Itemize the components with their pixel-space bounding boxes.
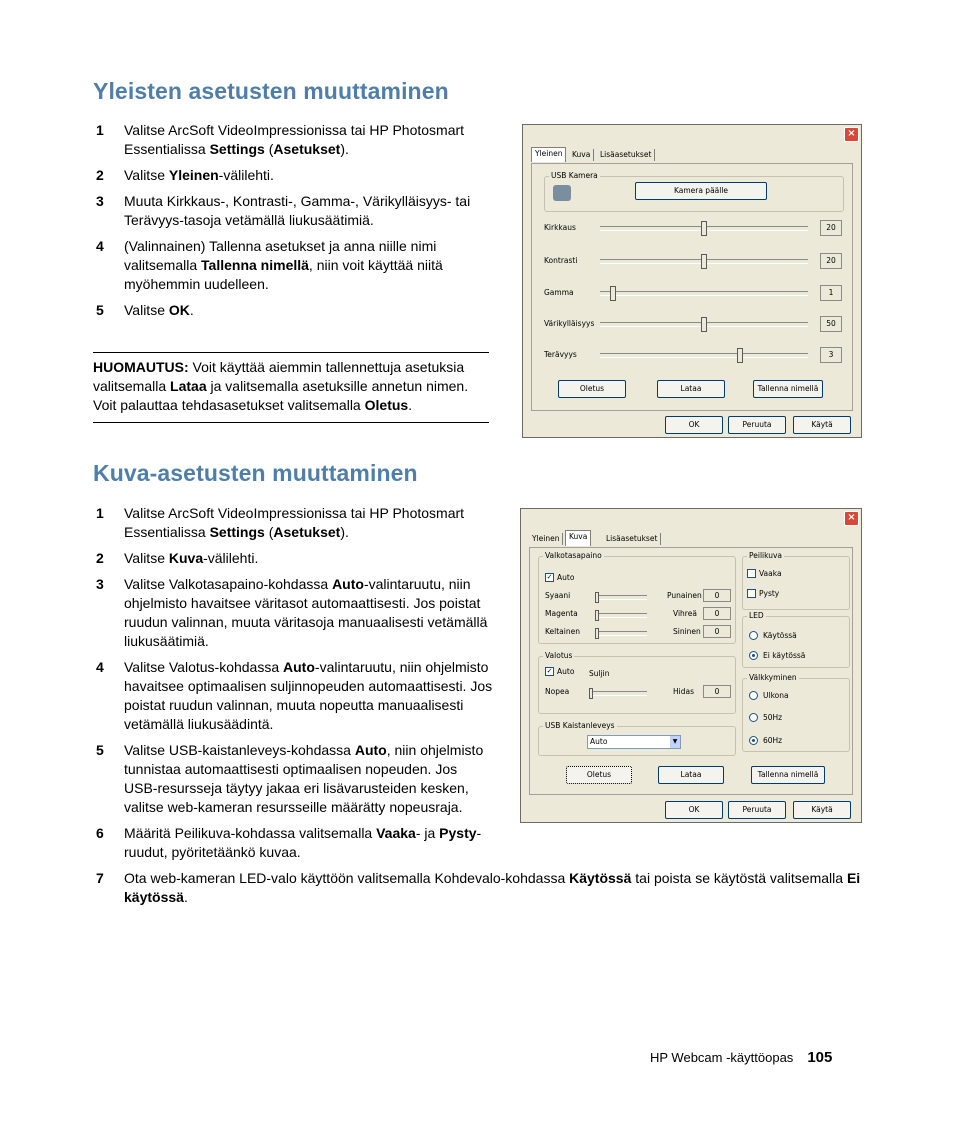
text-run: (Valinnainen) Tallenna asetukset ja anna niille nimi valitsemalla (124, 238, 437, 273)
bold-term: Asetukset (273, 524, 341, 540)
slider-thumb[interactable] (701, 254, 707, 269)
step-5: 5 Valitse OK. (96, 302, 194, 318)
slider-thumb[interactable] (610, 286, 616, 301)
apply-button[interactable]: Käytä (793, 801, 851, 819)
cancel-button[interactable]: Peruuta (728, 801, 786, 819)
slider-thumb[interactable] (595, 610, 599, 621)
step-6: 6 Määritä Peilikuva-kohdassa valitsemalla Vaaka- ja Pysty-ruudut, pyöritetäänkö kuvaa. (96, 825, 482, 860)
cyan-red-slider[interactable] (595, 595, 647, 600)
magenta-green-slider[interactable] (595, 613, 647, 618)
usb-bandwidth-group: USB Kaistanleveys Auto ▼ (538, 726, 736, 756)
led-off-radio[interactable] (749, 651, 758, 660)
bold-term: Ei käytössä (124, 870, 861, 905)
saturation-slider[interactable] (600, 322, 808, 327)
outdoor-radio[interactable] (749, 691, 758, 700)
load-button[interactable]: Lataa (658, 766, 724, 784)
step-2: 2 Valitse Yleinen-välilehti. (96, 167, 274, 183)
step-1: 1 Valitse ArcSoft VideoImpressionissa tai HP Photosmart Essentialissa Settings (Asetukset). (96, 122, 465, 157)
text-run: -valintaruutu, niin ohjelmisto havaitsee väritasot automaattisesti. Jos poistat ruudun valinnan, muuta väritasoja manuaalisesti vetämällä liukusäätimiä. (124, 576, 488, 649)
default-button[interactable]: Oletus (566, 766, 632, 784)
text-run: Voit käyttää aiemmin tallennettuja asetuksia valitsemalla (93, 359, 465, 394)
camera-icon (553, 185, 571, 201)
text-run: -välilehti. (218, 167, 274, 183)
tab-advanced[interactable]: Lisäasetukset (603, 533, 661, 545)
text-run: Valitse (124, 550, 169, 566)
bold-term: Käytössä (569, 870, 632, 886)
gamma-slider[interactable] (600, 291, 808, 296)
bold-term: Vaaka (376, 825, 416, 841)
bold-term: Settings (209, 141, 265, 157)
text-run: . (408, 397, 413, 413)
bold-term: OK (168, 302, 190, 318)
tab-panel (529, 547, 853, 795)
tab-image[interactable]: Kuva (569, 149, 594, 161)
ok-button[interactable]: OK (665, 416, 723, 434)
shutter-value[interactable]: 0 (703, 685, 731, 698)
led-on-radio[interactable] (749, 631, 758, 640)
horizontal-checkbox[interactable] (747, 569, 756, 578)
bold-term: Tallenna nimellä (201, 257, 309, 273)
bold-term: Auto (283, 659, 315, 675)
text-run: Valitse USB-kaistanleveys-kohdassa (124, 742, 355, 758)
vertical-checkbox[interactable] (747, 589, 756, 598)
footer-title: HP Webcam -käyttöopas (650, 1050, 794, 1065)
step-3: 3 Valitse Valkotasapaino-kohdassa Auto-valintaruutu, niin ohjelmisto havaitsee väritasot automaattisesti. Jos poistat ruudun valinnan, muuta väritasoja manuaalisesti vetämällä liukusäätimiä. (96, 576, 488, 649)
steps-image (93, 504, 493, 862)
apply-button[interactable]: Käytä (793, 416, 851, 434)
text-run: tai poista se käytöstä valitsemalla (631, 870, 847, 886)
chevron-down-icon[interactable]: ▼ (670, 736, 680, 748)
note-box (93, 352, 489, 423)
sharpness-value[interactable]: 3 (820, 347, 842, 363)
bold-term: HUOMAUTUS: (93, 359, 189, 375)
mirror-group: Peilikuva Vaaka Pysty (742, 556, 850, 610)
text-run: - ja (415, 825, 440, 841)
bold-term: Auto (354, 742, 387, 758)
close-icon[interactable]: × (844, 127, 859, 142)
load-button[interactable]: Lataa (657, 380, 725, 398)
text-run: Ota web-kameran LED-valo käyttöön valitsemalla Kohdevalo-kohdassa (124, 870, 570, 886)
contrast-slider[interactable] (600, 259, 808, 264)
text-run: Määritä Peilikuva-kohdassa valitsemalla (124, 825, 377, 841)
bold-term: Oletus (364, 397, 409, 413)
50hz-radio[interactable] (749, 713, 758, 722)
settings-dialog-image (520, 508, 862, 823)
shutter-slider[interactable] (589, 691, 647, 696)
wb-auto-checkbox[interactable]: ✓ (546, 573, 553, 581)
tab-general[interactable]: Yleinen (529, 533, 563, 545)
text-run: Valitse Valkotasapaino-kohdassa (124, 576, 333, 592)
text-run: -välilehti. (203, 550, 259, 566)
cancel-button[interactable]: Peruuta (728, 416, 786, 434)
text-run: ( (264, 524, 274, 540)
step-5: 5 Valitse USB-kaistanleveys-kohdassa Auto, niin ohjelmisto tunnistaa automaattisesti optimaalisen nopeuden. Jos USB-resursseja täytyy jakaa eri lisävarusteiden kesken, valitse web-kameran resursseille määrätty nopeusraja. (96, 742, 484, 815)
usb-camera-group: USB Kamera Kamera päälle (544, 176, 844, 212)
default-button[interactable]: Oletus (558, 380, 626, 398)
usb-bandwidth-select[interactable]: Auto ▼ (587, 735, 681, 749)
step-2: 2 Valitse Kuva-välilehti. (96, 550, 259, 566)
bold-term: Kuva (168, 550, 204, 566)
text-run: ). (340, 141, 349, 157)
text-run: Valitse (124, 302, 169, 318)
text-run: Valitse (124, 167, 169, 183)
tab-advanced[interactable]: Lisäasetukset (597, 149, 655, 161)
section-title-image: Kuva-asetusten muuttaminen (93, 460, 418, 486)
tab-general[interactable]: Yleinen (531, 147, 566, 162)
white-balance-group: Valkotasapaino ✓ Auto Syaani Punainen 0 Magenta Vihreä 0 Keltainen Sininen 0 (538, 556, 736, 644)
yellow-blue-value[interactable]: 0 (703, 625, 731, 638)
text-run: Valitse ArcSoft VideoImpressionissa tai HP Photosmart Essentialissa (124, 505, 465, 540)
tab-panel: USB Kamera Kamera päälle Kirkkaus 20 Kontrasti 20 Gamma 1 Värikylläisyys 50 Terävyys 3 Oletus Lataa Tallenna nimellä (531, 163, 853, 411)
steps-general (93, 121, 493, 320)
slider-thumb[interactable] (701, 317, 707, 332)
camera-on-button[interactable]: Kamera päälle (635, 182, 767, 200)
step-4: 4 Valitse Valotus-kohdassa Auto-valintaruutu, niin ohjelmisto havaitsee optimaalisen suljinnopeuden automaattisesti. Jos poistat ruudun valinnan, muuta nopeutta manuaalisesti vetämällä liukusäädintä. (96, 659, 493, 732)
exposure-group: Valotus ✓ Auto Suljin Nopea Hidas 0 (538, 656, 736, 714)
slider-thumb[interactable] (737, 348, 743, 363)
magenta-green-value[interactable]: 0 (703, 607, 731, 620)
tab-image[interactable]: Kuva (565, 530, 591, 546)
text-run: , niin ohjelmisto tunnistaa automaattisesti optimaalisen nopeuden. Jos USB-resursseja täytyy jakaa eri lisävarusteiden kesken, valitse web-kameran resursseille määrätty nopeusraja. (124, 742, 484, 815)
text-run: Valitse Valotus-kohdassa (124, 659, 284, 675)
step-3: 3 Muuta Kirkkaus-, Kontrasti-, Gamma-, Värikylläisyys- tai Terävyys-tasoja vetämällä liukusäätimiä. (96, 193, 471, 228)
bold-term: Auto (332, 576, 364, 592)
bold-term: Yleinen (168, 167, 219, 183)
brightness-value[interactable]: 20 (820, 220, 842, 236)
section-title-general: Yleisten asetusten muuttaminen (93, 78, 449, 104)
text-run: ). (340, 524, 349, 540)
gamma-value[interactable]: 1 (820, 285, 842, 301)
text-run: -ruudut, pyöritetäänkö kuvaa. (124, 825, 482, 860)
exposure-auto-checkbox[interactable]: ✓ (546, 667, 553, 675)
flicker-group: Välkkyminen Ulkona 50Hz 60Hz (742, 678, 850, 752)
led-group: LED Käytössä Ei käytössä (742, 616, 850, 668)
close-icon[interactable]: × (844, 511, 859, 526)
bold-term: Settings (209, 524, 265, 540)
slider-thumb[interactable] (589, 688, 593, 699)
slider-thumb[interactable] (595, 592, 599, 603)
contrast-value[interactable]: 20 (820, 253, 842, 269)
slider-thumb[interactable] (595, 628, 599, 639)
sharpness-slider[interactable] (600, 353, 808, 358)
cyan-red-value[interactable]: 0 (703, 589, 731, 602)
save-as-button[interactable]: Tallenna nimellä (753, 380, 823, 398)
bold-term: Pysty (439, 825, 477, 841)
step-1: 1 Valitse ArcSoft VideoImpressionissa tai HP Photosmart Essentialissa Settings (Asetukset). (96, 505, 465, 540)
save-as-button[interactable]: Tallenna nimellä (751, 766, 825, 784)
60hz-radio[interactable] (749, 736, 758, 745)
brightness-slider[interactable] (600, 226, 808, 231)
text-run: Muuta Kirkkaus-, Kontrasti-, Gamma-, Värikylläisyys- tai Terävyys-tasoja vetämällä liukusäätimiä. (124, 193, 471, 228)
step-4: 4 (Valinnainen) Tallenna asetukset ja anna niille nimi valitsemalla Tallenna nimellä, niin voit käyttää niitä myöhemmin uudelleen. (96, 238, 443, 292)
bold-term: Lataa (170, 378, 207, 394)
settings-dialog-general (522, 124, 862, 438)
text-run: -valintaruutu, niin ohjelmisto havaitsee optimaalisen suljinnopeuden automaattisesti. Jos poistat ruudun valinnan, muuta nopeutta manuaalisesti vetämällä liukusäädintä. (124, 659, 493, 732)
step-7: 7 Ota web-kameran LED-valo käyttöön valitsemalla Kohdevalo-kohdassa Käytössä tai poista se käytöstä valitsemalla Ei käytössä. (96, 870, 861, 905)
text-run: . (183, 889, 188, 905)
yellow-blue-slider[interactable] (595, 631, 647, 636)
slider-thumb[interactable] (701, 221, 707, 236)
page-number: 105 (807, 1049, 833, 1066)
saturation-value[interactable]: 50 (820, 316, 842, 332)
page-footer (650, 1049, 832, 1066)
text-run: ( (264, 141, 274, 157)
ok-button[interactable]: OK (665, 801, 723, 819)
text-run: , niin voit käyttää niitä myöhemmin uudelleen. (124, 257, 443, 292)
bold-term: Asetukset (273, 141, 341, 157)
text-run: ja valitsemalla asetuksille annetun nimen. Voit palauttaa tehdasasetukset valitsemalla (93, 378, 469, 413)
text-run: . (189, 302, 194, 318)
text-run: Valitse ArcSoft VideoImpressionissa tai HP Photosmart Essentialissa (124, 122, 465, 157)
